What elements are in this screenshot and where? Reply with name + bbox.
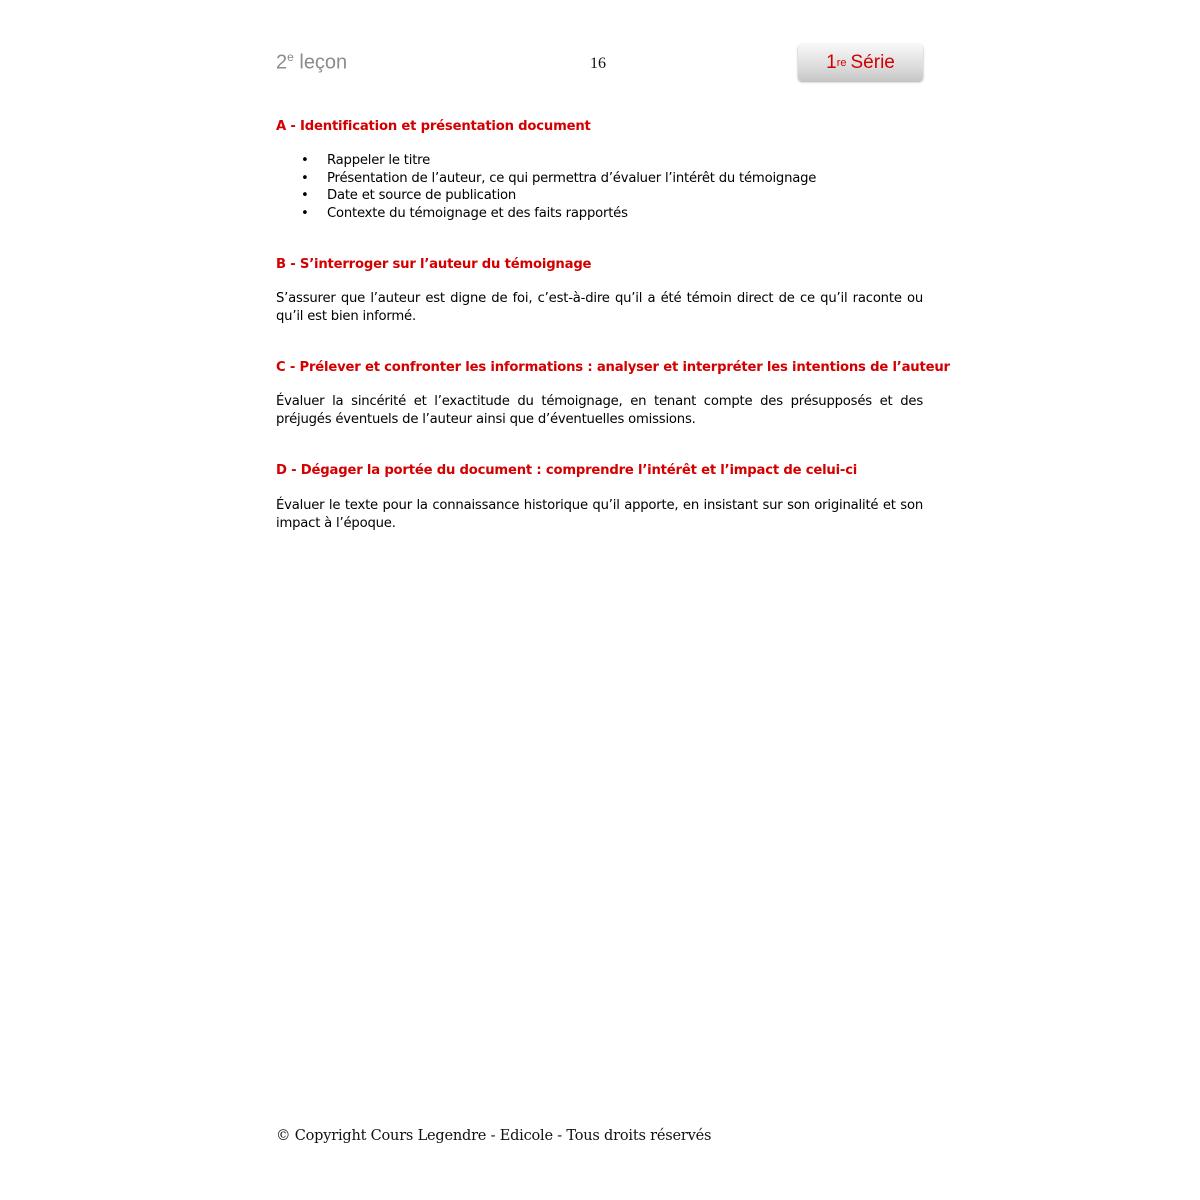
section-d-text: Évaluer le texte pour la connaissance historique qu’il apporte, en insistant sur son originalité et son impact à l’époque. <box>276 498 923 531</box>
series-number: 1 <box>826 51 837 73</box>
lesson-superscript: e <box>287 50 294 64</box>
series-text: Série <box>850 51 895 73</box>
series-superscript: re <box>836 56 847 69</box>
section-c-title: C - Prélever et confronter les informations : analyser et interpréter les intentions de l’auteur <box>276 360 950 375</box>
section-d-title: D - Dégager la portée du document : comprendre l’intérêt et l’impact de celui-ci <box>276 463 858 478</box>
section-b-title: B - S’interroger sur l’auteur du témoignage <box>276 257 592 272</box>
series-badge <box>798 44 923 81</box>
copyright-footer: © Copyright Cours Legendre - Edicole - Tous droits réservés <box>276 1128 712 1144</box>
section-a-title: A - Identification et présentation document <box>276 119 591 134</box>
page-number: 16 <box>590 55 606 72</box>
list-item: • Présentation de l’auteur, ce qui permettra d’évaluer l’intérêt du témoignage <box>276 170 816 188</box>
lesson-label <box>276 50 347 75</box>
section-c-text: Évaluer la sincérité et l’exactitude du témoignage, en tenant compte des présupposés et des préjugés éventuels de l’auteur ainsi que d’éventuelles omissions. <box>276 394 923 427</box>
list-item: • Date et source de publication <box>276 187 816 205</box>
list-item: • Contexte du témoignage et des faits rapportés <box>276 205 816 223</box>
lesson-number: 2 <box>276 51 288 74</box>
list-item: • Rappeler le titre <box>276 152 816 170</box>
section-b-text: S’assurer que l’auteur est digne de foi, c’est-à-dire qu’il a été témoin direct de ce qu’il raconte ou qu’il est bien informé. <box>276 291 923 324</box>
lesson-text: leçon <box>293 51 348 74</box>
section-a-bullet-list <box>276 152 816 222</box>
